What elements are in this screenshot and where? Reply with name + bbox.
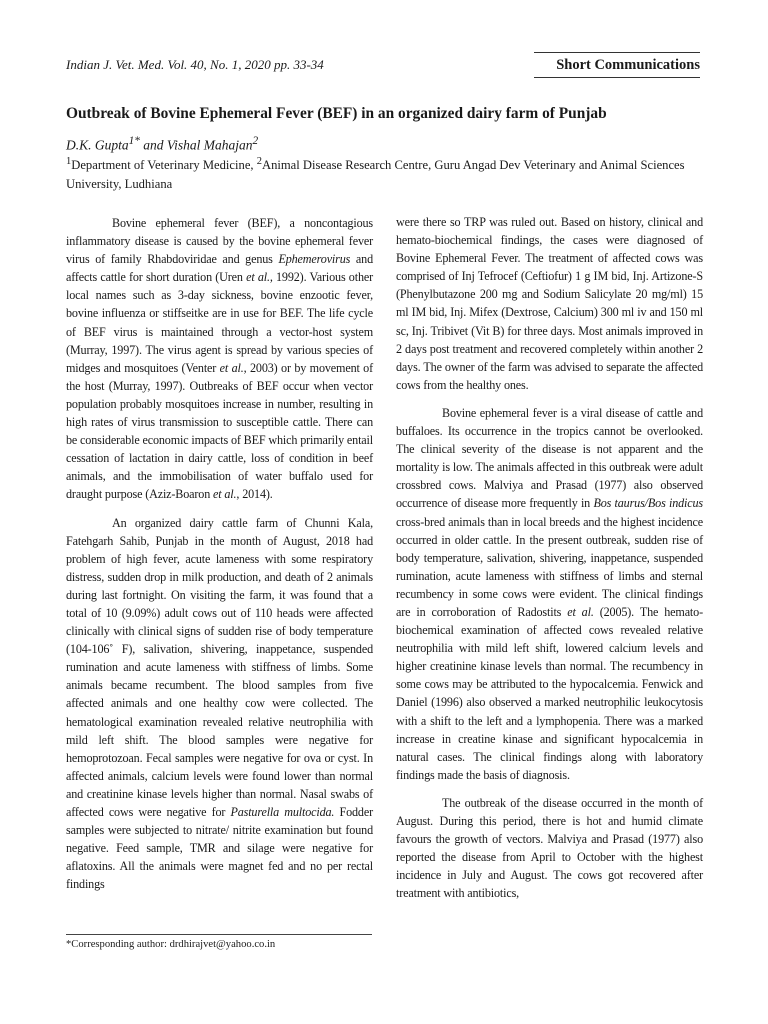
body-paragraph (396, 404, 703, 784)
paragraph-text: Bovine ephemeral fever (BEF), a noncontagious inflammatory disease is caused by the bovine ephemeral fever virus of family Rhabdoviridae and genus (66, 216, 373, 267)
affiliation-text: Animal Disease Research Centre, Guru Angad Dev Veterinary and Animal Sciences University, Ludhiana (66, 158, 685, 192)
paragraph-gap (396, 784, 703, 794)
author-superscript: 1* (128, 135, 140, 147)
affiliation-superscript: 2 (256, 156, 262, 167)
italic-text: et al., (246, 270, 273, 285)
italic-text: et al., (219, 360, 247, 375)
section-label: Short Communications (556, 57, 700, 73)
page-header (66, 56, 700, 80)
paragraph-text: The outbreak of the disease occurred in the month of August. During this period, there is hot and humid climate favours the growth of vectors. Malviya and Prasad (1977) also reported the disease from April to October with the highest incidence in July and August. The cows got recovered after treatment with antibiotics, (396, 795, 703, 901)
paragraph-text: , 2014). (236, 487, 273, 502)
paragraph-text: An organized dairy cattle farm of Chunni Kala, Fatehgarh Sahib, Punjab in the month of August, 2018 had problem of high fever, acute lameness with some respiratory distress, sudden drop in milk production, and death of 2 animals during last fortnight. On visiting the farm, it was found that a total of 10 (9.09%) adult cows out of 110 heads were affected clinically with clinical signs of sudden rise of body temperature (104-106˚ F), salivation, shivering, inappetance, suspended rumination and acute lameness with stiffness of limbs. Some animals became recumbent. The blood samples from five affected animals and one healthy cow were collected. The hematological examination revealed relative neutrophilia with mild left shift. The blood samples were negative for hemoprotozoan. Fecal samples were negative for ova or cyst. In affected animals, calcium levels were found lower than normal and creatinine kinase levels higher than normal. Nasal swabs of affected cows were negative for (66, 515, 373, 819)
body-paragraph (396, 794, 703, 903)
paragraph-text: and affects cattle for short duration (Uren (66, 252, 374, 285)
italic-text: Ephemerovirus (278, 252, 351, 267)
affiliation-superscript: 1 (66, 156, 72, 167)
paragraph-text: Bovine ephemeral fever is a viral disease of cattle and buffaloes. Its occurrence in the tropics cannot be overlooked. The clinical severity of the disease is not apparent and the mortality is low. The animals affected in this outbreak were adult crossbred cows. Malviya and Prasad (1977) also observed occurrence of disease more frequently in (396, 405, 703, 511)
footnote-rule (66, 934, 372, 935)
body-paragraph (66, 514, 373, 894)
paragraph-gap (66, 504, 373, 514)
author-joiner: and (139, 137, 167, 153)
italic-text: Bos taurus/Bos indicus (593, 496, 703, 511)
corresponding-author-footnote: *Corresponding author: drdhirajvet@yahoo.co.in (66, 939, 276, 950)
body-paragraph (396, 213, 703, 394)
paragraph-text: were there so TRP was ruled out. Based on history, clinical and hemato-biochemical findings, the cases were diagnosed of Bovine Ephemeral Fever. The treatment of affected cows was comprised of Inj Tefrocef (Ceftiofur) 1 g IM bid, Inj. Artizone-S (Phenylbutazone 200 mg and Sodium Salicylate 20 mg/ml) 15 ml IM bid, Inj. Mifex (Dextrose, Calcium) 300 ml iv and 150 ml sc, Inj. Tribivet (Vit B) for three days. Most animals improved in 2 days post treatment and recovered completely within another 2 days. The owner of the farm was advised to separate the affected cows from the healthy ones. (396, 215, 703, 392)
paragraph-text: 2003) or by movement of the host (Murray, 1997). Outbreaks of BEF occur when vector population probably mosquitoes increase in number, resulting in high rates of virus transmission to susceptible cattle. There can be considerable economic impacts of BEF which primarily entail cessation of lactation in dairy cattle, loss of condition in beef animals, and the immobilisation of water buffalo used for draught purpose (Aziz-Boaron (66, 360, 373, 502)
author-superscript: 2 (252, 135, 259, 147)
body-column-left (66, 214, 373, 926)
affiliation-text: Department of Veterinary Medicine, (71, 158, 257, 173)
body-column-right (396, 213, 703, 943)
author-name: Vishal Mahajan (166, 137, 253, 153)
italic-text: Pasturella multocida. (230, 805, 335, 819)
affiliations (66, 152, 706, 194)
paragraph-text: Fodder samples were subjected to nitrate/ nitrite examination but found negative. Feed sample, TMR and silage were negative for aflatoxins. All the animals were magnet fed and no per rectal findings (66, 805, 373, 892)
paragraph-text: 1992). Various other local names such as 3-day sickness, bovine enzootic fever, bovine influenza or stiffseitke are in use for BEF. The life cycle of BEF virus is maintained through a vector-host system (Murray, 1997). The virus agent is spread by various species of midges and mosquitoes (Venter (66, 270, 373, 375)
paragraph-gap (396, 394, 703, 404)
italic-text: et al. (213, 487, 237, 502)
author-name: D.K. Gupta (66, 137, 129, 153)
header-rule-top (534, 52, 700, 53)
paragraph-text: (2005). The hemato-biochemical examination of affected cows revealed relative neutrophilia with mild left shift, lowered calcium levels and higher creatinine kinase levels than normal. The recumbency in some cows may be attributed to the hypocalcemia. Fenwick and Daniel (1996) also observed a marked neutrophilic leukocytosis with a shift to the left and a lymphopenia. There was a marked increase in creatine kinase and significant hypocalcemia in natural cases. The clinical findings along with laboratory findings made the basis of diagnosis. (396, 604, 703, 782)
journal-citation: Indian J. Vet. Med. Vol. 40, No. 1, 2020 pp. 33-34 (66, 57, 324, 72)
italic-text: et al. (567, 604, 594, 619)
article-title: Outbreak of Bovine Ephemeral Fever (BEF) in an organized dairy farm of Punjab (66, 105, 607, 122)
header-rule-bottom (534, 77, 700, 78)
paragraph-text: cross-bred animals than in local breeds and the highest incidence occurred in older cattle. In the present outbreak, sudden rise of body temperature, salivation, shivering, inappetance, suspended rumination, acute lameness with stiffness of limbs and sternal recumbency in some cows were evident. The clinical findings are in corroboration of Radostits (396, 514, 703, 619)
body-paragraph (66, 214, 373, 504)
